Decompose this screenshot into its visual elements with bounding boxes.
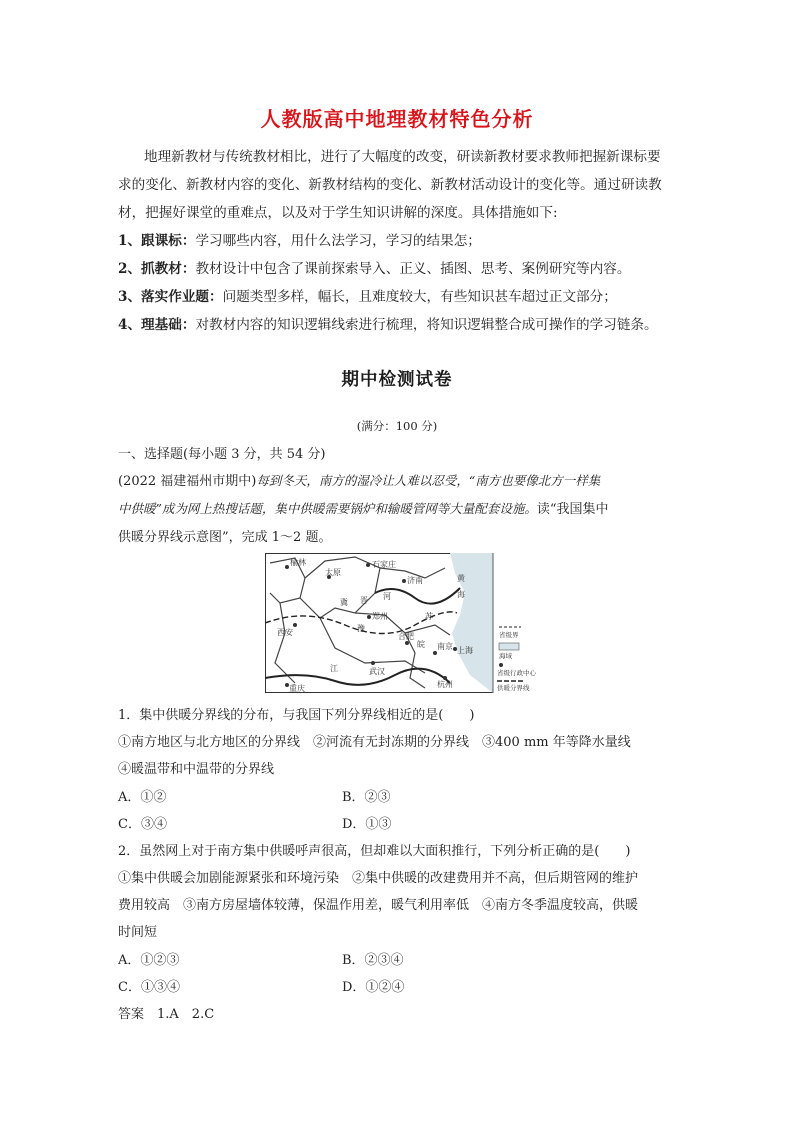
page-title: 人教版高中地理教材特色分析 bbox=[260, 107, 534, 131]
map-city-label: 南京 bbox=[437, 642, 453, 651]
section-heading: 一、选择题(每小题 3 分，共 54 分) bbox=[118, 447, 326, 462]
measure-text: 对教材内容的知识逻辑线索进行梳理，将知识逻辑整合成可操作的学习链条。 bbox=[195, 317, 658, 333]
map-city-label: 上海 bbox=[457, 646, 473, 655]
q2-choice-a[interactable]: A．①②③ bbox=[118, 953, 180, 968]
map-province-label: 晋 bbox=[360, 596, 368, 605]
q2-options-line-1: ①集中供暖会加剧能源紧张和环境污染 ②集中供暖的改建费用并不高，但后期管网的维护 bbox=[118, 871, 639, 886]
map-city-label: 西安 bbox=[277, 628, 293, 637]
answer-key: 答案 1.A 2.C bbox=[118, 1007, 215, 1022]
q1-options-line-2: ④暖温带和中温带的分界线 bbox=[118, 762, 275, 777]
map-sea-label: 海 bbox=[457, 590, 465, 599]
map-city-label: 重庆 bbox=[289, 684, 305, 693]
q2-options-line-2: 费用较高 ③南方房屋墙体较薄，保温作用差，暖气利用率低 ④南方冬季温度较高，供暖 bbox=[118, 898, 639, 913]
legend-label: 省级界 bbox=[499, 631, 519, 639]
q2-choice-c[interactable]: C．①③④ bbox=[118, 980, 180, 995]
q2-stem: 2．虽然网上对于南方集中供暖呼声很高，但却难以大面积推行，下列分析正确的是( ) bbox=[118, 844, 631, 859]
q1-options-line-1: ①南方地区与北方地区的分界线 ②河流有无封冻期的分界线 ③400 mm 年等降水量线 bbox=[118, 735, 631, 750]
map-city-label: 太原 bbox=[325, 568, 341, 577]
map-province-label: 江 bbox=[330, 664, 338, 673]
intro-line-1: 地理新教材与传统教材相比，进行了大幅度的改变，研读新教材要求教师把握新课标要 bbox=[144, 149, 661, 165]
measure-label: 3、落实作业题： bbox=[118, 289, 223, 305]
measure-4 bbox=[118, 311, 658, 339]
q2-choice-d[interactable]: D．①②④ bbox=[342, 980, 405, 995]
legend-label: 供暖分界线 bbox=[497, 684, 530, 692]
q1-stem: 1．集中供暖分界线的分布，与我国下列分界线相近的是( ) bbox=[118, 708, 475, 723]
map-province-label: 皖 bbox=[417, 640, 425, 649]
map-province-label: 豫 bbox=[357, 624, 365, 633]
q1-choice-b[interactable]: B．②③ bbox=[342, 790, 391, 805]
exam-score: (满分：100 分) bbox=[356, 419, 438, 433]
map-city-label: 郑州 bbox=[372, 612, 388, 621]
stem-text: 每到冬天，南方的湿冷让人难以忍受，“南方也要像北方一样集 bbox=[256, 473, 601, 488]
heating-boundary-map bbox=[265, 553, 547, 693]
legend-label: 海域 bbox=[499, 652, 512, 660]
measure-text: 教材设计中包含了课前探索导入、正义、插图、思考、案例研究等内容。 bbox=[195, 261, 631, 277]
map-city-label: 济南 bbox=[407, 576, 423, 585]
map-city-label: 石家庄 bbox=[372, 560, 396, 569]
exam-title: 期中检测试卷 bbox=[341, 370, 453, 390]
q1-choice-a[interactable]: A．①② bbox=[118, 790, 167, 805]
map-sea-label: 黄 bbox=[457, 574, 465, 583]
stem-source: (2022 福建福州市期中) bbox=[118, 474, 257, 489]
stem-line-2 bbox=[118, 498, 609, 517]
map-city-label: 武汉 bbox=[369, 667, 385, 676]
stem-line-1 bbox=[118, 470, 600, 489]
map-city-label: 榆林 bbox=[290, 558, 306, 567]
map-province-label: 河 bbox=[383, 592, 391, 601]
map-province-label: 冀 bbox=[340, 598, 348, 607]
measure-label: 4、理基础： bbox=[118, 317, 196, 333]
map-city-label: 合肥 bbox=[398, 632, 414, 641]
measure-text: 问题类型多样，幅长，且难度较大，有些知识甚车超过正文部分； bbox=[222, 289, 617, 305]
measure-label: 2、抓教材： bbox=[118, 261, 196, 277]
q1-choice-c[interactable]: C．③④ bbox=[118, 817, 167, 832]
measure-1 bbox=[118, 227, 481, 255]
q2-choice-b[interactable]: B．②③④ bbox=[342, 953, 404, 968]
measure-text: 学习哪些内容，用什么法学习，学习的结果怎； bbox=[195, 233, 481, 249]
q1-choice-d[interactable]: D．①③ bbox=[342, 817, 392, 832]
map-province-label: 苏 bbox=[425, 612, 433, 621]
measure-3 bbox=[118, 283, 617, 311]
stem-line-3: 供暖分界线示意图”，完成 1～2 题。 bbox=[118, 530, 332, 545]
stem-text: 读“我国集中 bbox=[536, 502, 609, 517]
measure-label: 1、跟课标： bbox=[118, 233, 196, 249]
map-city-label: 杭州 bbox=[437, 680, 453, 689]
measure-2 bbox=[118, 255, 630, 283]
stem-text: 中供暖”成为网上热搜话题，集中供暖需要锅炉和输暖管网等大量配套设施。 bbox=[118, 501, 537, 516]
q2-options-line-3: 时间短 bbox=[118, 925, 158, 940]
legend-label: 省级行政中心 bbox=[497, 669, 536, 677]
intro-line-2: 求的变化、新教材内容的变化、新教材结构的变化、新教材活动设计的变化等。通过研读教 bbox=[118, 177, 662, 193]
intro-line-3: 材，把握好课堂的重难点，以及对于学生知识讲解的深度。具体措施如下: bbox=[118, 205, 558, 221]
